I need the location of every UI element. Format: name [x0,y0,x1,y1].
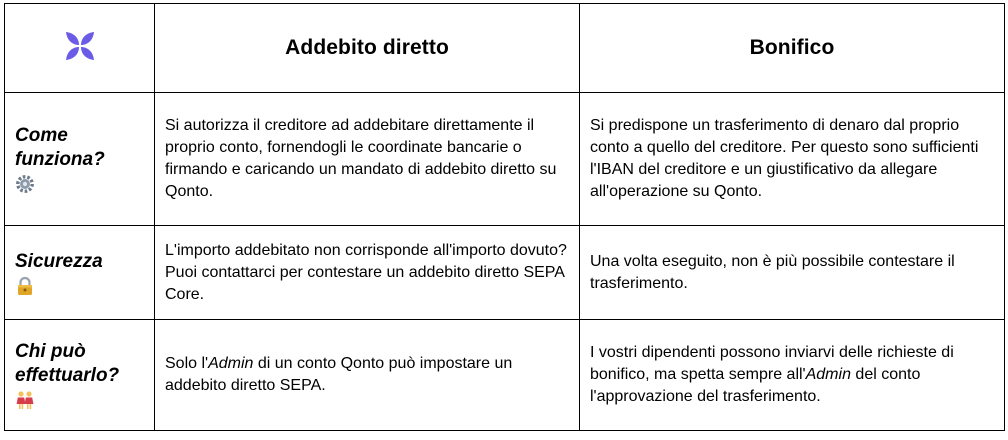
row-label-line1: Chi può [15,341,86,362]
row-label [15,124,154,172]
text-segment: del conto l'approvazione del trasferimento. [590,366,921,405]
cell-transfer [580,93,1005,226]
cell-text: L'importo addebitato non corrisponde all'importo dovuto? Puoi contattarci per contestare un addebito diretto SEPA Core. [165,241,567,303]
text-segment: Solo l' [165,355,209,372]
people-icon [15,390,35,410]
cell-direct-debit [155,226,580,320]
logo-cell [5,4,155,93]
cell-text: Si autorizza il creditore ad addebitare direttamente il proprio conto, fornendogli le coordinate bancarie o firmando e caricando un mandato di addebito diretto su Qonto. [165,117,557,200]
row-label [15,250,154,274]
gear-icon [15,174,35,194]
row-label [15,340,154,388]
cell-transfer [580,320,1005,431]
table-row-who-can [5,320,1005,431]
comparison-table [4,3,1005,431]
cell-direct-debit [155,320,580,431]
text-segment: di un conto Qonto può impostare un addebito diretto SEPA. [165,355,513,394]
cell-text [590,342,994,408]
row-label-cell [5,93,155,226]
admin-emphasis: Admin [805,366,851,383]
cell-direct-debit [155,93,580,226]
lock-icon [15,276,35,296]
comparison-table-wrapper [4,3,1005,431]
table-row-how-it-works [5,93,1005,226]
header-direct-debit: Addebito diretto [155,4,580,93]
cell-text: Una volta eseguito, non è più possibile contestare il trasferimento. [590,252,955,292]
qonto-logo-icon [63,29,97,63]
row-label-cell [5,226,155,320]
table-header-row [5,4,1005,93]
cell-text [165,353,569,397]
row-label-line1: Sicurezza [15,250,103,272]
text-segment: I vostri dipendenti possono inviarvi delle richieste di bonifico, ma spetta sempre all' [590,344,954,383]
table-row-security [5,226,1005,320]
header-transfer: Bonifico [580,4,1005,93]
cell-text: Si predispone un trasferimento di denaro dal proprio conto a quello del creditore. Per questo sono sufficienti l'IBAN del creditore e un giustificativo da allegare all'operazione su Qonto. [590,117,979,200]
admin-emphasis: Admin [208,355,254,372]
row-label-line2: funziona? [15,149,105,170]
cell-transfer [580,226,1005,320]
row-label-line2: effettuarlo? [15,365,120,386]
row-label-cell [5,320,155,431]
row-label-line1: Come [15,125,68,146]
